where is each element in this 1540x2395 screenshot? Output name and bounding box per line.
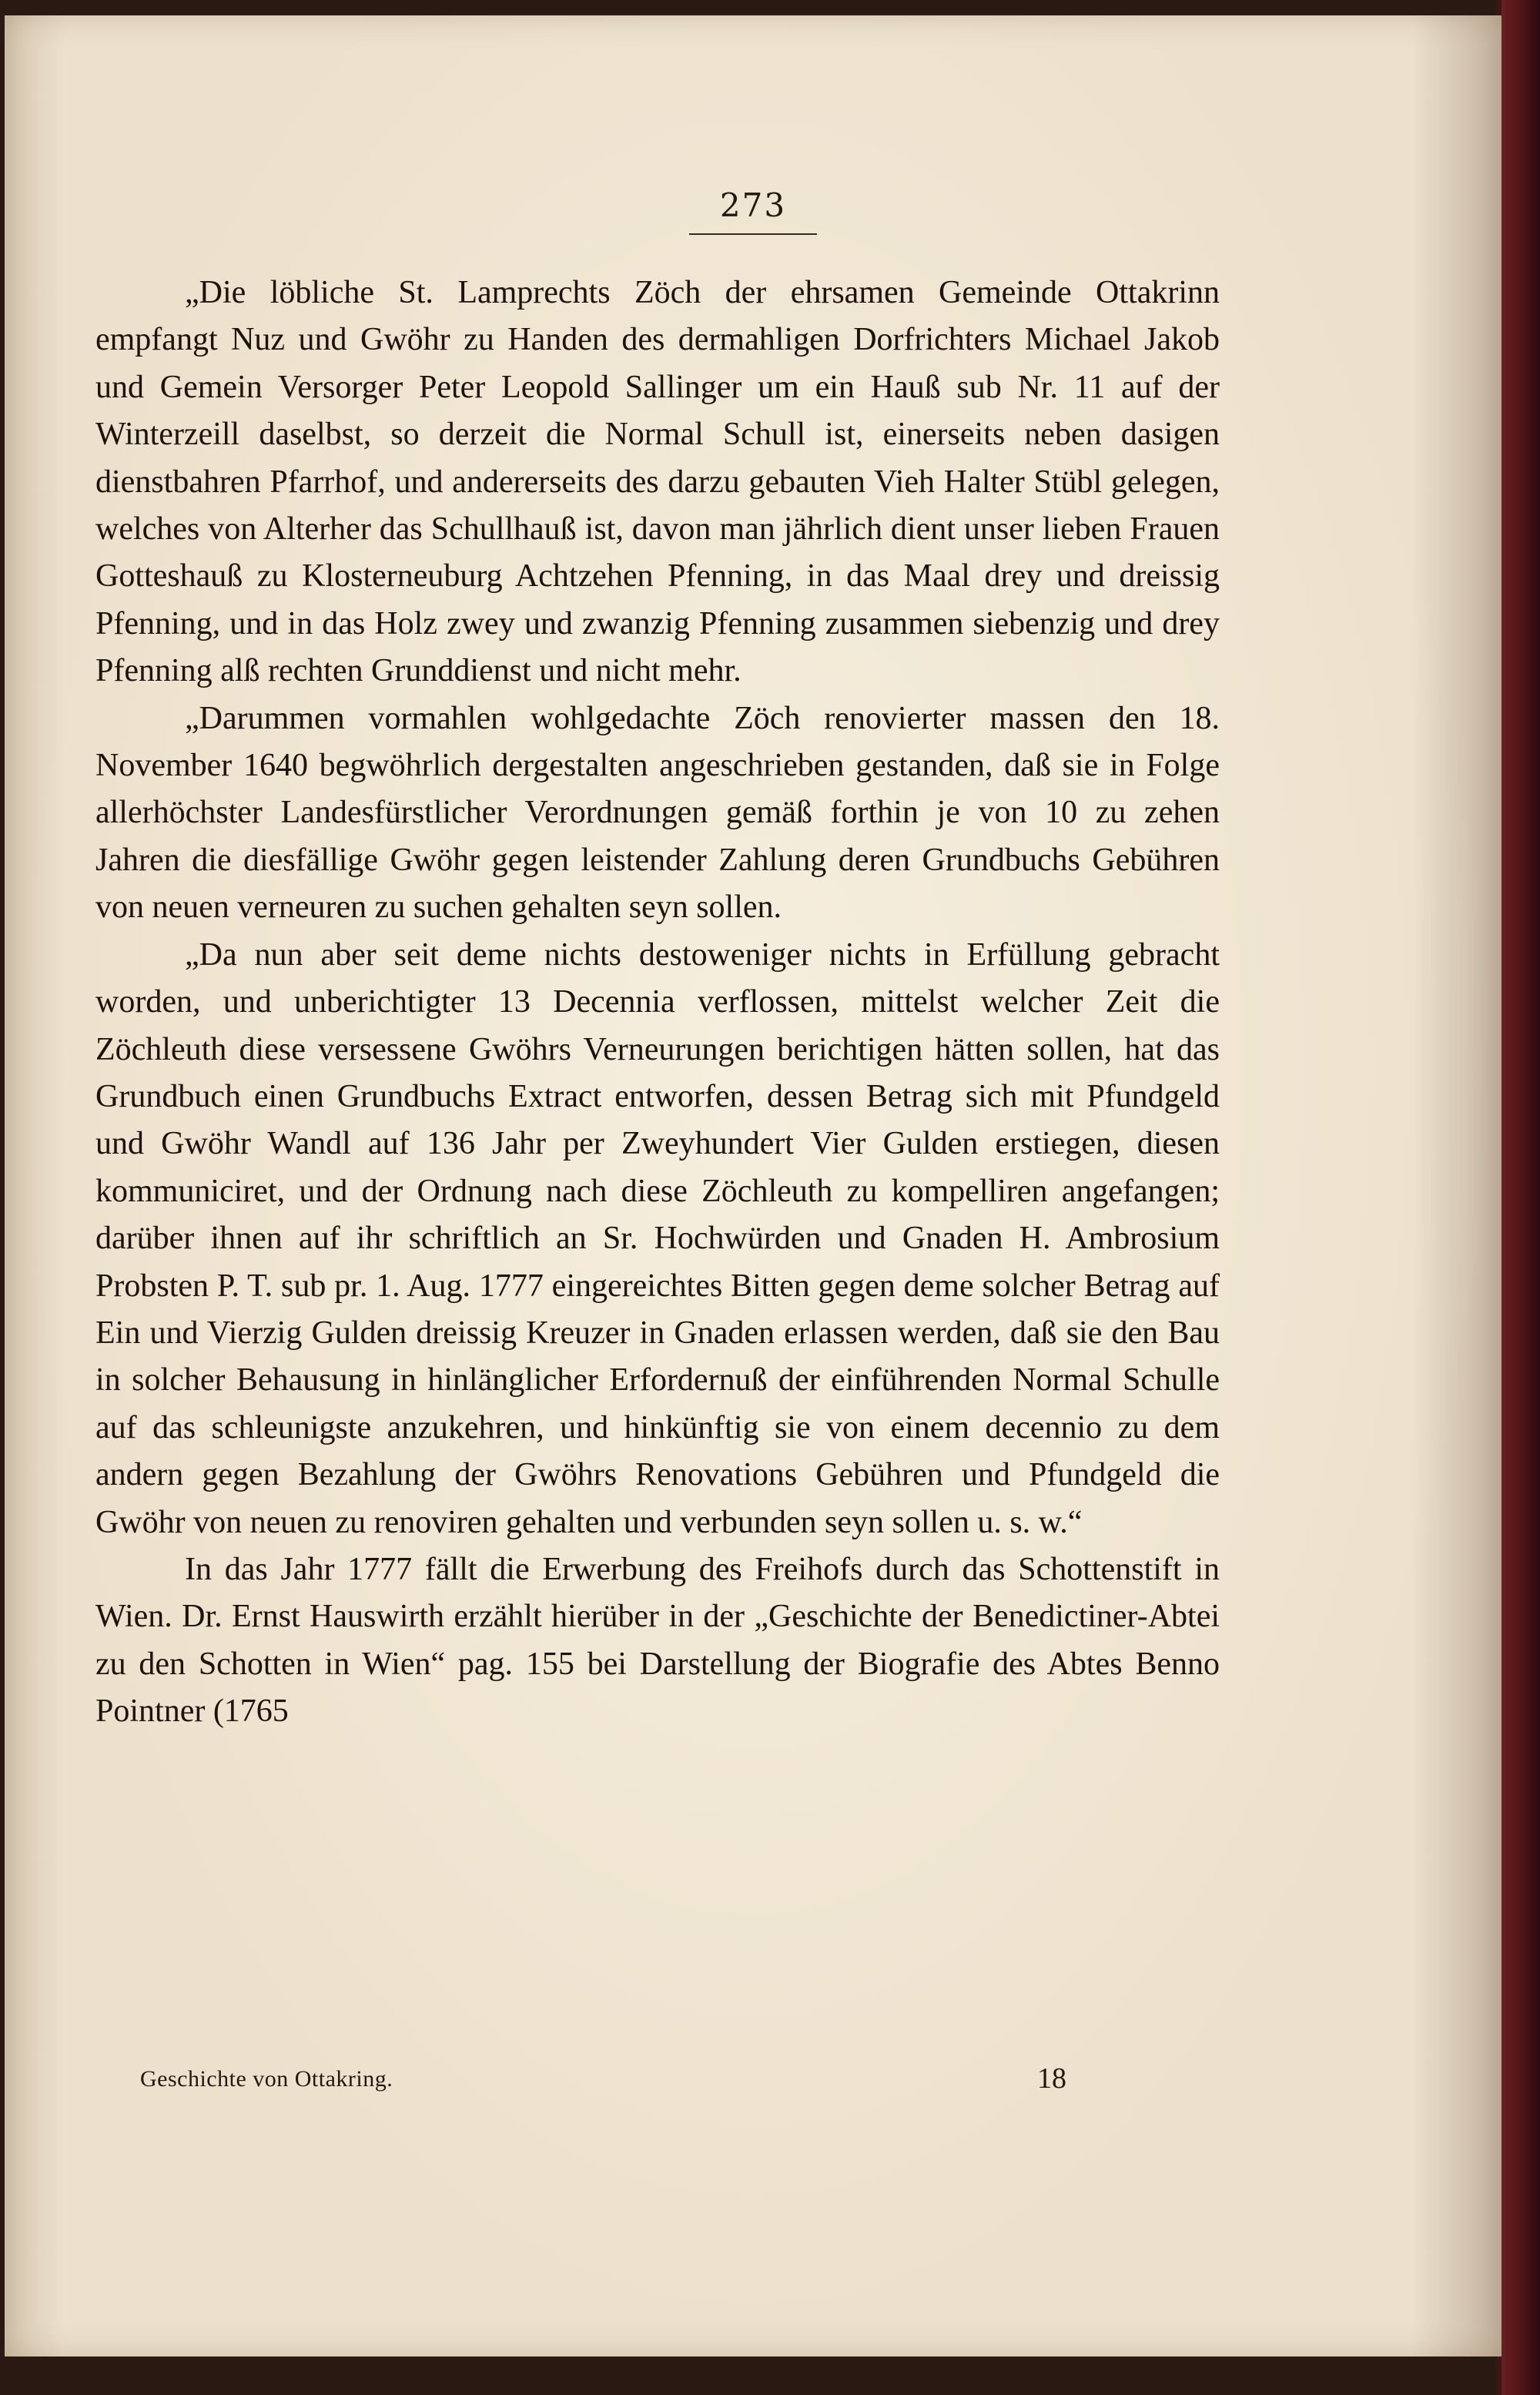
signature-mark: 18: [1037, 2062, 1066, 2095]
book-spine-edge: [1502, 0, 1540, 2395]
paragraph: „Die löbliche St. Lamprechts Zöch der ehrsamen Gemeinde Ottakrinn empfangt Nuz und Gwöhr zu Handen des dermahligen Dorfrichters Michael Jakob und Gemein Versorger Peter Leopold Sallinger um ein Hauß sub Nr. 11 auf der Winterzeill daselbst, so derzeit die Normal Schull ist, einerseits neben dasigen dienstbahren Pfarrhof, und andererseits des darzu gebauten Vieh Halter Stübl gelegen, welches von Alterher das Schullhauß ist, davon man jährlich dient unser lieben Frauen Gotteshauß zu Klosterneuburg Achtzehen Pfenning, in das Maal drey und dreissig Pfenning, und in das Holz zwey und zwanzig Pfenning zusammen siebenzig und drey Pfenning alß rechten Grunddienst und nicht mehr.: [95, 275, 1220, 689]
book-page: [5, 15, 1502, 2356]
paragraph: „Darummen vormahlen wohlgedachte Zöch renovierter massen den 18. November 1640 begwöhrlich dergestalten angeschrieben gestanden, daß sie in Folge allerhöchster Landesfürstlicher Verordnungen gemäß forthin je von 10 zu zehen Jahren die diesfällige Gwöhr gegen leistender Zahlung deren Grundbuchs Gebühren von neuen verneuren zu suchen gehalten seyn sollen.: [95, 700, 1220, 926]
paragraph: In das Jahr 1777 fällt die Erwerbung des Freihofs durch das Schottenstift in Wien. Dr. Ernst Hauswirth erzählt hierüber in der „Geschichte der Benedictiner-Abtei zu den Schotten in Wien“ pag. 155 bei Darstellung der Biografie des Abtes Benno Pointner (1765: [95, 1551, 1220, 1730]
page-body: [95, 270, 1220, 1736]
running-footer-title: Geschichte von Ottakring.: [140, 2066, 393, 2092]
page-number: 273: [689, 186, 817, 235]
page-header: [5, 186, 1502, 235]
paragraph: „Da nun aber seit deme nichts destoweniger nichts in Erfüllung gebracht worden, und unberichtigter 13 Decennia verflossen, mittelst welcher Zeit die Zöchleuth diese versessene Gwöhrs Verneurungen berichtigen hätten sollen, hat das Grundbuch einen Grundbuchs Extract entworfen, dessen Betrag sich mit Pfundgeld und Gwöhr Wandl auf 136 Jahr per Zweyhundert Vier Gulden erstiegen, diesen kommuniciret, und der Ordnung nach diese Zöchleuth zu kompelliren angefangen; darüber ihnen auf ihr schriftlich an Sr. Hochwürden und Gnaden H. Ambrosium Probsten P. T. sub pr. 1. Aug. 1777 eingereichtes Bitten gegen deme solcher Betrag auf Ein und Vierzig Gulden dreissig Kreuzer in Gnaden erlassen werden, daß sie den Bau in solcher Behausung in hinlänglicher Erfordernuß der einführenden Normal Schulle auf das schleunigste anzukehren, und hinkünftig sie von einem decennio zu dem andern gegen Bezahlung der Gwöhrs Renovations Gebühren und Pfundgeld die Gwöhr von neuen zu renoviren gehalten und verbunden seyn sollen u. s. w.“: [95, 936, 1220, 1540]
